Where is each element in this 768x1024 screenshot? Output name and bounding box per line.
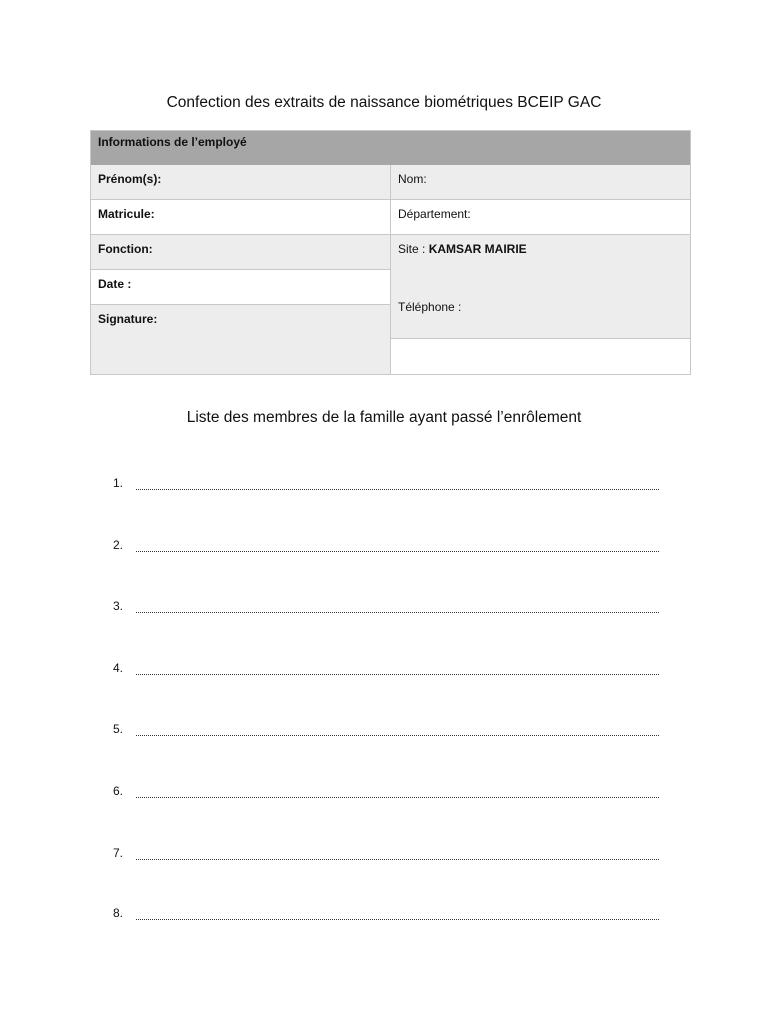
prenoms-field[interactable] [91,165,391,200]
signature-label: Signature: [98,312,158,326]
site-value: KAMSAR MAIRIE [428,242,527,256]
site-label: Site : [398,242,429,256]
list-item[interactable] [113,661,673,679]
list-item[interactable] [113,722,673,740]
list-item[interactable] [113,538,673,556]
list-item-number: 2. [113,538,124,552]
fonction-field[interactable] [91,235,391,270]
dotted-entry-line[interactable] [136,599,659,613]
date-field[interactable] [91,270,391,305]
nom-field[interactable] [391,165,690,200]
site-field[interactable] [398,242,683,256]
document-title: Confection des extraits de naissance biométriques BCEIP GAC [166,94,602,111]
list-item-number: 5. [113,722,124,736]
list-item-number: 7. [113,846,124,860]
nom-label: Nom: [398,172,427,186]
list-item-number: 3. [113,599,124,613]
prenoms-label: Prénom(s): [98,172,162,186]
empty-cell [391,339,690,374]
date-label: Date : [98,277,132,291]
telephone-field[interactable] [398,300,683,314]
matricule-label: Matricule: [98,207,155,221]
list-item[interactable] [113,846,673,864]
departement-field[interactable] [391,200,690,235]
list-item[interactable] [113,784,673,802]
employee-info-header: Informations de l’employé [91,131,690,165]
dotted-entry-line[interactable] [136,476,659,490]
signature-field[interactable] [91,305,391,374]
employee-info-table [90,130,691,375]
list-item-number: 1. [113,476,124,490]
dotted-entry-line[interactable] [136,661,659,675]
matricule-field[interactable] [91,200,391,235]
departement-label: Département: [398,207,471,221]
list-item[interactable] [113,476,673,494]
dotted-entry-line[interactable] [136,722,659,736]
list-item[interactable] [113,906,673,924]
fonction-label: Fonction: [98,242,153,256]
list-item[interactable] [113,599,673,617]
family-list-title: Liste des membres de la famille ayant passé l’enrôlement [186,409,582,426]
dotted-entry-line[interactable] [136,846,659,860]
dotted-entry-line[interactable] [136,784,659,798]
list-item-number: 4. [113,661,124,675]
telephone-label: Téléphone : [398,300,462,314]
site-telephone-cell [391,235,690,339]
dotted-entry-line[interactable] [136,906,659,920]
list-item-number: 6. [113,784,124,798]
list-item-number: 8. [113,906,124,920]
dotted-entry-line[interactable] [136,538,659,552]
